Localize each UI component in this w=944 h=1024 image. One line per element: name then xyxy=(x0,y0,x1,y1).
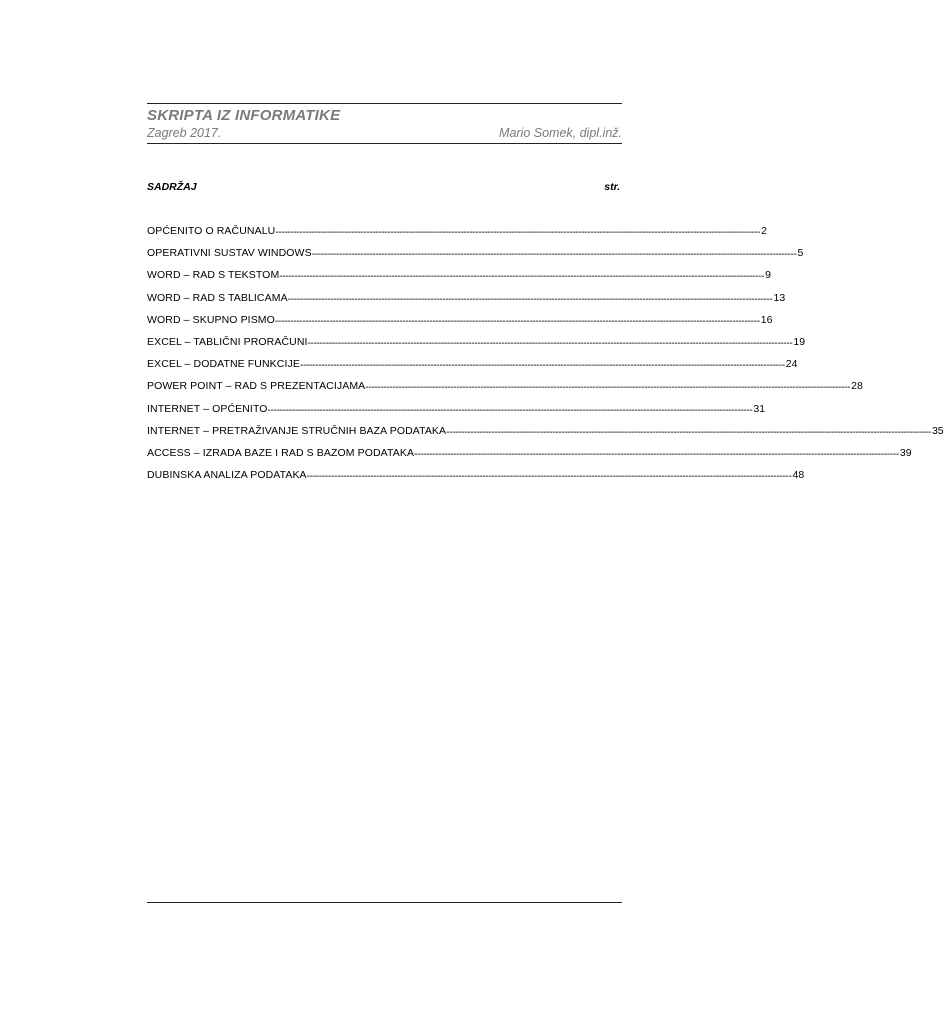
document-title: SKRIPTA IZ INFORMATIKE xyxy=(147,107,341,124)
toc-entry-page: 13 xyxy=(773,291,786,304)
toc-entry-page: 31 xyxy=(753,402,766,415)
toc-entry-title: EXCEL – DODATNE FUNKCIJE xyxy=(147,358,300,371)
toc-entry xyxy=(147,335,806,358)
toc-leader: ---------------------------------------------------------------------------------------------------------------------------------------------------------------- xyxy=(311,249,797,261)
toc-entry-page: 2 xyxy=(761,225,767,237)
toc-entry-title: INTERNET – OPĆENITO xyxy=(147,402,268,415)
toc-leader: ---------------------------------------------------------------------------------------------------------------------------------------------------------------- xyxy=(267,404,753,416)
header-bottom-rule xyxy=(147,143,622,144)
toc-entry xyxy=(147,402,766,425)
toc-entry xyxy=(147,358,798,380)
toc-entry-page: 16 xyxy=(760,313,773,326)
toc-page-label: str. xyxy=(604,181,620,193)
toc-entry-page: 48 xyxy=(792,469,805,482)
toc-entry-title: ACCESS – IZRADA BAZE I RAD S BAZOM PODATAKA xyxy=(147,446,415,459)
toc-entry-page: 19 xyxy=(793,335,806,348)
toc-entry-page: 9 xyxy=(765,269,771,282)
toc-entry-page: 39 xyxy=(899,446,912,459)
header-top-rule xyxy=(147,103,622,104)
toc-entry-title: INTERNET – PRETRAŽIVANJE STRUČNIH BAZA PODATAKA xyxy=(147,424,447,437)
footer-rule xyxy=(147,902,622,903)
toc-leader: ---------------------------------------------------------------------------------------------------------------------------------------------------------------- xyxy=(275,227,761,238)
toc-leader: ---------------------------------------------------------------------------------------------------------------------------------------------------------------- xyxy=(306,471,792,483)
toc-leader: ---------------------------------------------------------------------------------------------------------------------------------------------------------------- xyxy=(414,448,899,460)
toc-leader: ---------------------------------------------------------------------------------------------------------------------------------------------------------------- xyxy=(274,315,760,327)
toc-leader: ---------------------------------------------------------------------------------------------------------------------------------------------------------------- xyxy=(299,360,785,372)
toc-entry xyxy=(147,424,944,447)
author-name: Mario Somek, dipl.inž. xyxy=(499,126,622,140)
toc-entry-page: 28 xyxy=(851,380,863,393)
toc-entry-title: DUBINSKA ANALIZA PODATAKA xyxy=(147,469,307,482)
toc-entry-title: WORD – RAD S TABLICAMA xyxy=(147,291,288,304)
toc-entry-page: 5 xyxy=(797,247,804,260)
toc-entry xyxy=(147,291,786,314)
toc-entry-page: 35 xyxy=(931,424,944,437)
toc-header xyxy=(147,181,622,195)
toc-entry xyxy=(147,225,767,247)
toc-entry-title: WORD – SKUPNO PISMO xyxy=(147,313,275,326)
toc-heading: SADRŽAJ xyxy=(147,181,197,193)
toc-entry-title: POWER POINT – RAD S PREZENTACIJAMA xyxy=(147,380,366,393)
toc-entry xyxy=(147,469,805,491)
toc-entry-title: WORD – RAD S TEKSTOM xyxy=(147,269,280,282)
toc-entry xyxy=(147,446,912,469)
toc-leader: ---------------------------------------------------------------------------------------------------------------------------------------------------------------- xyxy=(279,271,765,283)
toc-leader: ---------------------------------------------------------------------------------------------------------------------------------------------------------------- xyxy=(287,293,773,305)
toc-entry xyxy=(147,269,771,291)
toc-entry-title: EXCEL – TABLIČNI PRORAČUNI xyxy=(147,335,308,348)
toc-leader: ---------------------------------------------------------------------------------------------------------------------------------------------------------------- xyxy=(446,426,931,438)
toc-entry xyxy=(147,380,863,402)
place-year: Zagreb 2017. xyxy=(147,126,222,140)
toc-entry-title: OPERATIVNI SUSTAV WINDOWS xyxy=(147,247,312,260)
toc-entry-page: 24 xyxy=(785,358,798,371)
toc-entry xyxy=(147,313,773,336)
toc-leader: ---------------------------------------------------------------------------------------------------------------------------------------------------------------- xyxy=(307,337,793,349)
toc-entry xyxy=(147,247,804,269)
toc-leader: ---------------------------------------------------------------------------------------------------------------------------------------------------------------- xyxy=(365,382,851,394)
toc-entry-title: OPĆENITO O RAČUNALU xyxy=(147,225,276,237)
toc-list xyxy=(147,225,944,491)
